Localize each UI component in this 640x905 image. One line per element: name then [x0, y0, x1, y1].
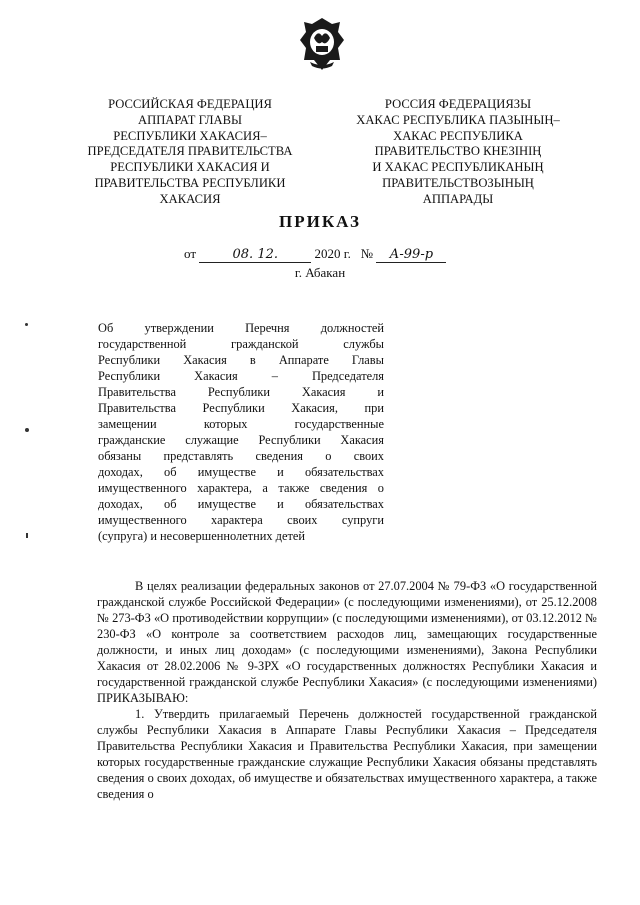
- header-left-line: ПРАВИТЕЛЬСТВА РЕСПУБЛИКИ: [94, 175, 286, 190]
- header-left-block: [72, 97, 308, 208]
- subject-line: (супруга) и несовершеннолетних детей: [98, 529, 305, 543]
- header-right-line: ПРАВИТЕЛЬСТВО КНЕЗIНIҢ: [374, 144, 542, 159]
- subject-line: гражданские служащие Республики Хакасия: [98, 433, 384, 447]
- subject-line: имущественного характера, а также сведения о: [98, 481, 384, 495]
- header-right-line: ХАКАС РЕСПУБЛИКА: [393, 128, 523, 143]
- header-right-line: АППАРАДЫ: [422, 191, 494, 206]
- header-right-block: [340, 97, 576, 208]
- header-left-line: РОССИЙСКАЯ ФЕДЕРАЦИЯ: [108, 97, 272, 111]
- header-left-line: РЕСПУБЛИКИ ХАКАСИЯ И: [110, 160, 270, 175]
- subject-line: Республики Хакасия – Председателя: [98, 369, 384, 383]
- header-left-line: АППАРАТ ГЛАВЫ: [138, 112, 242, 127]
- coat-of-arms-emblem: [296, 16, 348, 72]
- margin-dot: [25, 428, 29, 432]
- date-prefix: от: [184, 246, 197, 261]
- document-city: г. Абакан: [294, 265, 346, 280]
- document-title: ПРИКАЗ: [279, 212, 361, 231]
- margin-dot: [25, 323, 28, 326]
- header-right-line: ХАКАС РЕСПУБЛИКА ПАЗЫНЫҢ–: [356, 112, 560, 127]
- subject-line: государственной гражданской службы: [98, 337, 384, 351]
- header-left-line: ХАКАСИЯ: [159, 191, 221, 206]
- date-number-line: [184, 246, 446, 263]
- order-subject: [98, 320, 384, 544]
- number-handwritten: А-99-р: [376, 247, 446, 263]
- subject-line: обязаны представлять сведения о своих: [98, 449, 384, 463]
- header-left-line: РЕСПУБЛИКИ ХАКАСИЯ–: [113, 128, 267, 143]
- header-right-line: ПРАВИТЕЛЬСТВОЗЫНЫҢ: [382, 175, 534, 190]
- subject-line: доходах, об имуществе и обязательствах: [98, 465, 384, 479]
- subject-line: Правительства Республики Хакасия, при: [98, 401, 384, 415]
- body-preamble: В целях реализации федеральных законов от 27.07.2004 № 79-ФЗ «О государственной гражданской службе Российской Федерации» (с последующими изменениями), от 25.12.2008 № 273-ФЗ «О противодействии коррупции» (с последующими изменениями), от 03.12.2012 № 230-ФЗ «О контроле за соответствием расходов лиц, замещающих государственные должности, и иных лиц доходам» (с последующими изменениями), Закона Республики Хакасия от 28.02.2006 № 9-ЗРХ «О государственных должностях Республики Хакасия и государственной гражданской службе Республики Хакасия» (с последующими изменениями) ПРИКАЗЫВАЮ:: [97, 579, 597, 705]
- header-right-line: И ХАКАС РЕСПУБЛИКАНЫҢ: [372, 160, 544, 175]
- subject-line: Республики Хакасия в Аппарате Главы: [98, 353, 384, 367]
- margin-dot: [26, 533, 28, 538]
- body-item-1: 1. Утвердить прилагаемый Перечень должностей государственной гражданской службы Республики Хакасия в Аппарате Главы Республики Хакасия – Председателя Правительства Республики Хакасия и Правительства Республики Хакасия, при замещении которых государственные гражданские служащие Республики Хакасия обязаны представлять сведения о своих доходах, об имуществе и обязательствах имущественного характера, а также сведения о: [97, 707, 597, 801]
- header-left-line: ПРЕДСЕДАТЕЛЯ ПРАВИТЕЛЬСТВА: [87, 144, 293, 159]
- order-body: [97, 578, 597, 802]
- number-prefix: №: [360, 246, 374, 261]
- subject-line: доходах, об имуществе и обязательствах: [98, 497, 384, 511]
- subject-line: замещении которых государственные: [98, 417, 384, 431]
- date-year: 2020 г.: [314, 246, 351, 261]
- header-right-line: РОССИЯ ФЕДЕРАЦИЯЗЫ: [384, 97, 532, 111]
- date-handwritten: 08. 12.: [199, 247, 311, 263]
- subject-line: Правительства Республики Хакасия и: [98, 385, 384, 399]
- subject-line: имущественного характера своих супруги: [98, 513, 384, 527]
- subject-line: Об утверждении Перечня должностей: [98, 321, 384, 335]
